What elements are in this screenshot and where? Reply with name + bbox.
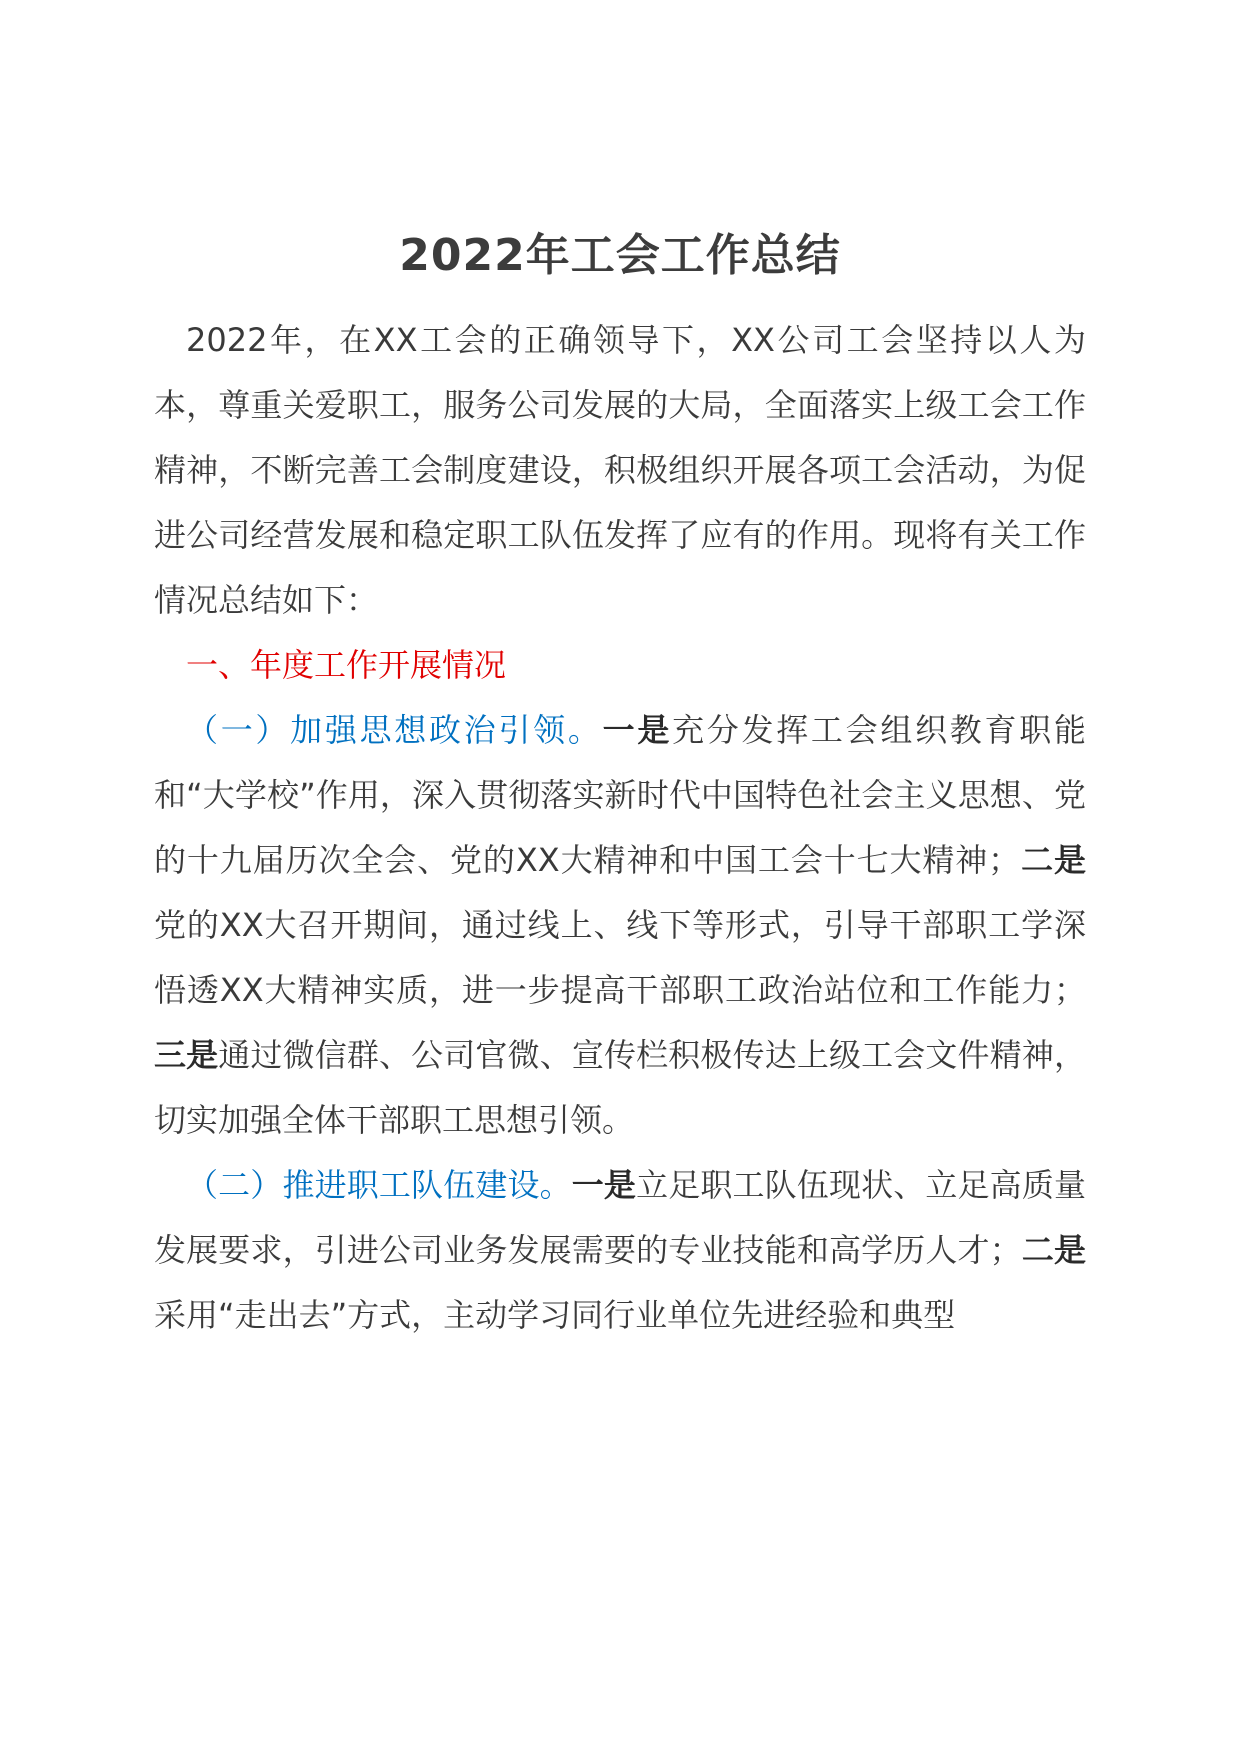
subsection-1-paragraph: [154, 698, 1086, 1153]
point-text: 党的XX大召开期间，通过线上、线下等形式，引导干部职工学深悟透XX大精神实质，进一步提高干部职工政治站位和工作能力；: [154, 906, 1086, 1009]
subsection-2-paragraph: [154, 1153, 1086, 1348]
point-label: 二是: [1021, 1231, 1086, 1269]
point-label: 一是: [571, 1166, 637, 1204]
document-page: [154, 226, 1086, 1348]
subsection-heading-1: （一）加强思想政治引领。: [186, 711, 603, 749]
point-text: 充分发挥工会组织教育职能和“大学校”作用，深入贯彻落实新时代中国特色社会主义思想、党的十九届历次全会、党的XX大精神和中国工会十七大精神；: [154, 711, 1086, 879]
document-title: 2022年工会工作总结: [399, 230, 841, 281]
point-text: 立足职工队伍现状、立足高质量发展要求，引进公司业务发展需要的专业技能和高学历人才；: [154, 1166, 1086, 1269]
point-label: 二是: [1020, 841, 1086, 879]
point-label: 三是: [154, 1036, 219, 1074]
subsection-heading-2: （二）推进职工队伍建设。: [186, 1166, 572, 1204]
point-label: 一是: [602, 711, 673, 749]
point-text: 通过微信群、公司官微、宣传栏积极传达上级工会文件精神，切实加强全体干部职工思想引领。: [154, 1036, 1086, 1139]
point-text: 采用“走出去”方式，主动学习同行业单位先进经验和典型: [154, 1296, 956, 1334]
section-heading-1: 一、年度工作开展情况: [186, 646, 507, 684]
intro-paragraph: 2022年，在XX工会的正确领导下，XX公司工会坚持以人为本，尊重关爱职工，服务公司发展的大局，全面落实上级工会工作精神，不断完善工会制度建设，积极组织开展各项工会活动，为促进公司经营发展和稳定职工队伍发挥了应有的作用。现将有关工作情况总结如下：: [154, 321, 1086, 619]
